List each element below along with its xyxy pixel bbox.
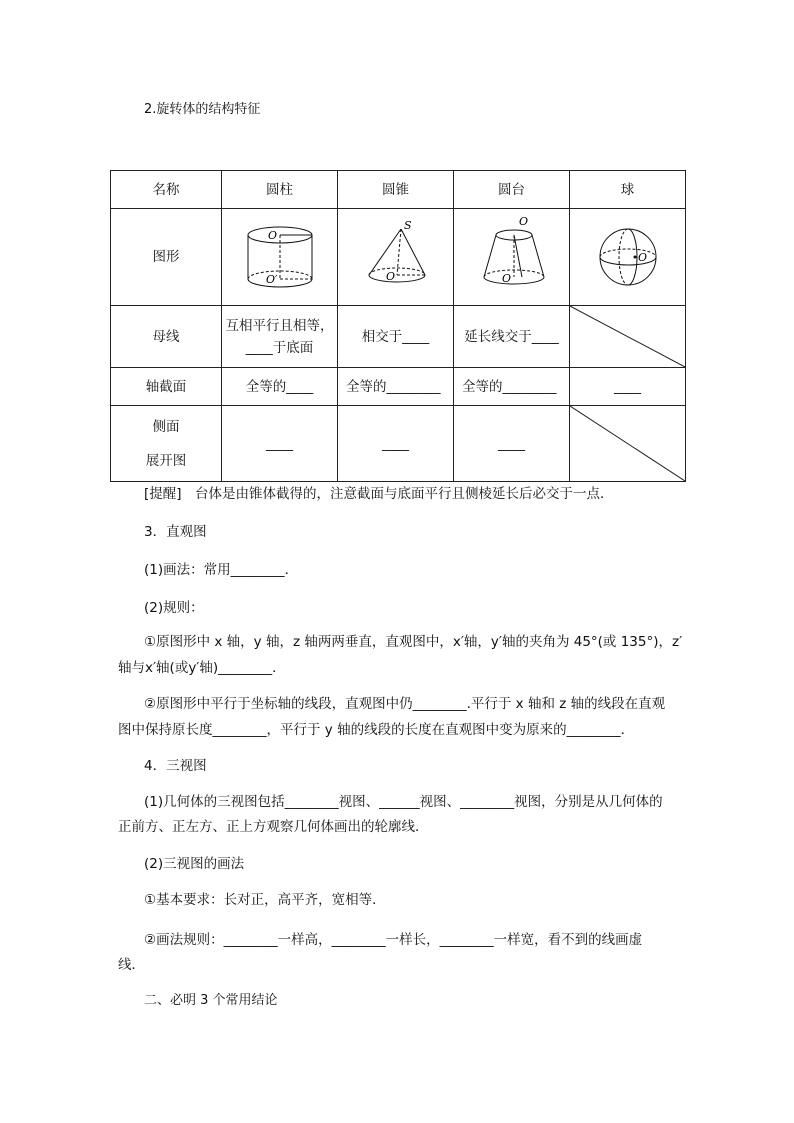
sphere-figure (578, 217, 678, 297)
table-row-axial-section (111, 368, 686, 406)
lateral-label-line2: 展开图 (145, 452, 187, 469)
header-name: 名称 (111, 171, 222, 209)
cone-figure (346, 217, 446, 297)
table-header-row (111, 171, 686, 209)
section-3-rule-1-line2: 轴与x′轴(或y′轴)________． (118, 660, 286, 676)
frustum-generatrix-cell: 延长线交于____ (454, 306, 570, 368)
cylinder-generatrix-line1: 互相平行且相等， (225, 317, 334, 334)
table-row-generatrix (111, 306, 686, 368)
row-label-generatrix: 母线 (111, 306, 222, 368)
section-3-drawing-method: (1)画法：常用________． (144, 562, 299, 578)
section-two-title: 二、必明 3 个常用结论 (144, 993, 278, 1008)
diagonal-strike (570, 406, 685, 481)
section-4-p1-line1: (1)几何体的三视图包括________视图、______视图、________视图，分别是从几何体的 (144, 794, 663, 810)
section-4-p2: (2)三视图的画法 (144, 856, 245, 872)
sphere-figure-cell (570, 209, 686, 306)
frustum-lateral-cell: ____ (454, 406, 570, 482)
cylinder-figure (230, 217, 330, 297)
frustum-axial-section-cell: 全等的________ (454, 368, 570, 406)
lateral-label-line1: 侧面 (152, 418, 180, 435)
section-3-title: 3．直观图 (144, 524, 207, 540)
diagonal-strike (570, 306, 685, 367)
section-4-p4-line2: 线． (118, 957, 145, 973)
frustum-top-center-label: O (518, 217, 528, 228)
tip-note: [提醒] 台体是由锥体截得的，注意截面与底面平行且侧棱延长后必交于一点． (144, 486, 614, 502)
table-row-figure (111, 209, 686, 306)
row-label-lateral (111, 406, 222, 482)
sphere-lateral-cell (570, 406, 686, 482)
frustum-bottom-center-label: O (501, 272, 511, 285)
section-3-rules-label: (2)规则： (144, 600, 204, 616)
frustum-figure-cell (454, 209, 570, 306)
cone-lateral-cell: ____ (338, 406, 454, 482)
cylinder-top-center-label: O (267, 229, 277, 242)
solids-of-revolution-table (110, 170, 686, 482)
section-2-title: 2.旋转体的结构特征 (144, 102, 261, 117)
header-cone: 圆锥 (338, 171, 454, 209)
header-sphere: 球 (570, 171, 686, 209)
cone-center-label: O (385, 270, 395, 283)
cone-apex-label: S (403, 219, 412, 232)
cylinder-axial-section-cell: 全等的____ (222, 368, 338, 406)
cone-generatrix-cell: 相交于____ (338, 306, 454, 368)
section-3-rule-1-line1: ①原图形中 x 轴，y 轴，z 轴两两垂直，直观图中，x′轴，y′轴的夹角为 45°(或 135°)，z′ (144, 634, 683, 650)
row-label-figure: 图形 (111, 209, 222, 306)
frustum-figure (462, 217, 562, 297)
cylinder-generatrix-cell (222, 306, 338, 368)
cone-axial-section-cell: 全等的________ (338, 368, 454, 406)
cylinder-generatrix-line2: ____于底面 (245, 339, 314, 356)
sphere-center-label: O (637, 251, 647, 264)
row-label-axial-section: 轴截面 (111, 368, 222, 406)
section-4-p3: ①基本要求：长对正，高平齐，宽相等． (144, 892, 386, 908)
cylinder-lateral-cell: ____ (222, 406, 338, 482)
cylinder-bottom-center-label: O′ (265, 273, 278, 286)
section-3-rule-2-line1: ②原图形中平行于坐标轴的线段，直观图中仍________.平行于 x 轴和 z 轴的线段在直观 (144, 696, 666, 712)
section-4-p1-line2: 正前方、正左方、正上方观察几何体画出的轮廓线． (118, 819, 429, 835)
sphere-axial-section-cell: ____ (570, 368, 686, 406)
cylinder-figure-cell (222, 209, 338, 306)
cone-figure-cell (338, 209, 454, 306)
sphere-generatrix-cell (570, 306, 686, 368)
table-row-lateral (111, 406, 686, 482)
section-4-title: 4．三视图 (144, 758, 207, 774)
header-cylinder: 圆柱 (222, 171, 338, 209)
section-3-rule-2-line2: 图中保持原长度________，平行于 y 轴的线段的长度在直观图中变为原来的________． (118, 722, 635, 738)
section-4-p4-line1: ②画法规则：________一样高，________一样长，________一样宽，看不到的线画虚 (144, 932, 643, 948)
header-frustum: 圆台 (454, 171, 570, 209)
